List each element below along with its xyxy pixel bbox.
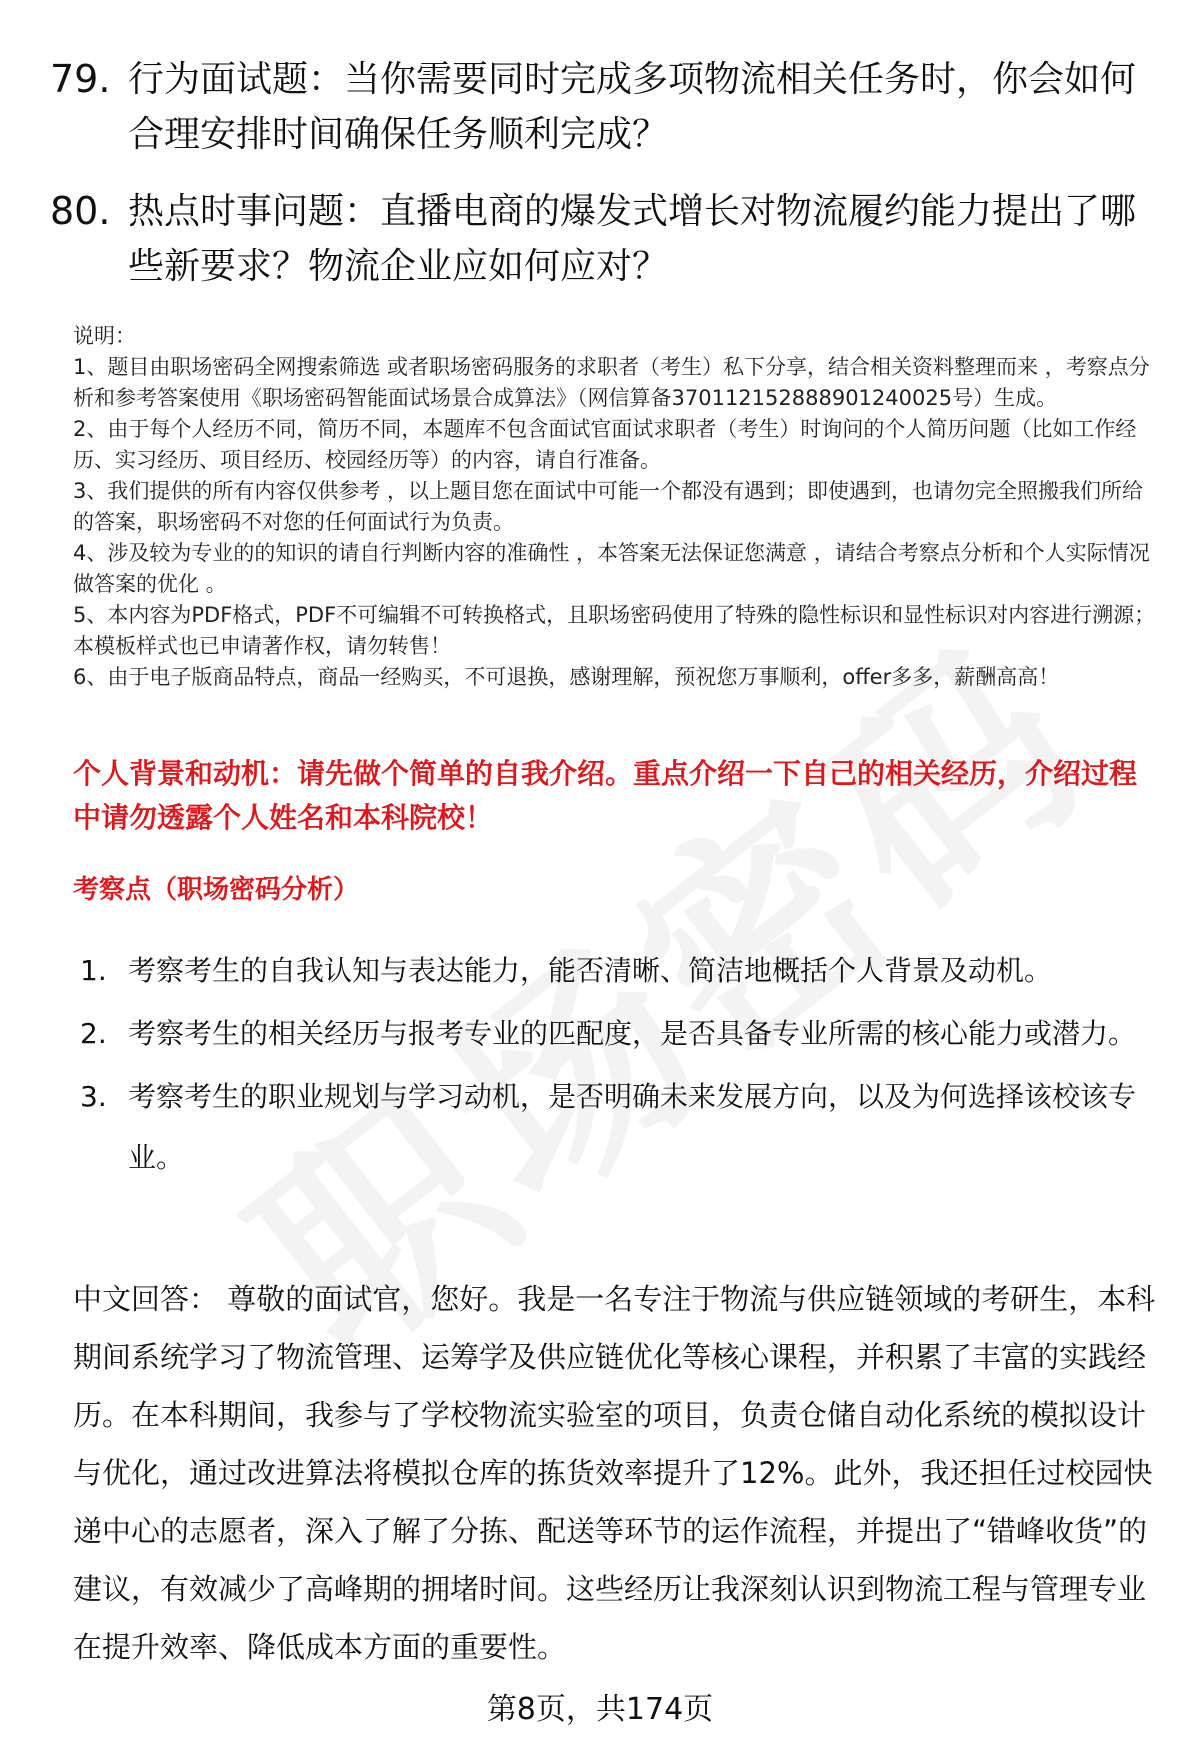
point-number: 3. bbox=[80, 1080, 107, 1113]
note-item: 2、由于每个人经历不同，简历不同，本题库不包含面试官面试求职者（考生）时询问的个人简历问题（比如工作经历、实习经历、项目经历、校园经历等）的内容，请自行准备。 bbox=[73, 417, 1137, 472]
assessment-point bbox=[80, 940, 1160, 1001]
assessment-point bbox=[80, 1066, 1160, 1188]
notes-heading: 说明： bbox=[73, 324, 136, 348]
chinese-answer: 中文回答： 尊敬的面试官，您好。我是一名专注于物流与供应链领域的考研生，本科期间系统学习了物流管理、运筹学及供应链优化等核心课程，并积累了丰富的实践经历。在本科期间，我参与了学校物流实验室的项目，负责仓储自动化系统的模拟设计与优化，通过改进算法将模拟仓库的拣货效率提升了12%。此外，我还担任过校园快递中心的志愿者，深入了解了分拣、配送等环节的运作流程，并提出了“错峰收货”的建议，有效减少了高峰期的拥堵时间。这些经历让我深刻认识到物流工程与管理专业在提升效率、降低成本方面的重要性。 bbox=[73, 1282, 1156, 1664]
assessment-points-title: 考察点（职场密码分析） bbox=[73, 875, 360, 905]
question-list bbox=[50, 52, 1160, 316]
question-item bbox=[50, 184, 1160, 294]
page-number: 第8页，共174页 bbox=[486, 1692, 714, 1727]
note-item: 6、由于电子版商品特点，商品一经购买，不可退换，感谢理解，预祝您万事顺利，offer多多，薪酬高高！ bbox=[73, 665, 1060, 689]
note-item: 5、本内容为PDF格式，PDF不可编辑不可转换格式，且职场密码使用了特殊的隐性标识和显性标识对内容进行溯源；本模板样式也已申请著作权，请勿转售！ bbox=[73, 603, 1156, 658]
notes-section bbox=[73, 321, 1158, 693]
assessment-points-list bbox=[80, 940, 1160, 1190]
note-item: 1、题目由职场密码全网搜索筛选 或者职场密码服务的求职者（考生）私下分享，结合相关资料整理而来 ，考察点分析和参考答案使用《职场密码智能面试场景合成算法》（网信算备370112152888901240025号）生成。 bbox=[73, 355, 1150, 410]
note-item: 4、涉及较为专业的的知识的请自行判断内容的准确性 ，本答案无法保证您满意 ，请结合考察点分析和个人实际情况做答案的优化 。 bbox=[73, 541, 1150, 596]
interview-question-title: 个人背景和动机：请先做个简单的自我介绍。重点介绍一下自己的相关经历，介绍过程中请勿透露个人姓名和本科院校！ bbox=[73, 757, 1138, 834]
question-number: 80. bbox=[50, 189, 111, 233]
point-number: 1. bbox=[80, 954, 107, 987]
point-text: 考察考生的自我认知与表达能力，能否清晰、简洁地概括个人背景及动机。 bbox=[128, 954, 1053, 987]
note-item: 3、我们提供的所有内容仅供参考 ，以上题目您在面试中可能一个都没有遇到；即使遇到，也请勿完全照搬我们所给的答案，职场密码不对您的任何面试行为负责。 bbox=[73, 479, 1144, 534]
question-number: 79. bbox=[50, 57, 111, 101]
assessment-point bbox=[80, 1003, 1160, 1064]
question-text: 行为面试题：当你需要同时完成多项物流相关任务时，你会如何合理安排时间确保任务顺利完成？ bbox=[128, 59, 1137, 155]
point-text: 考察考生的职业规划与学习动机，是否明确未来发展方向，以及为何选择该校该专业。 bbox=[128, 1080, 1137, 1174]
point-number: 2. bbox=[80, 1017, 107, 1050]
question-text: 热点时事问题：直播电商的爆发式增长对物流履约能力提出了哪些新要求？物流企业应如何应对？ bbox=[128, 191, 1137, 287]
question-item bbox=[50, 52, 1160, 162]
point-text: 考察考生的相关经历与报考专业的匹配度，是否具备专业所需的核心能力或潜力。 bbox=[128, 1017, 1137, 1050]
